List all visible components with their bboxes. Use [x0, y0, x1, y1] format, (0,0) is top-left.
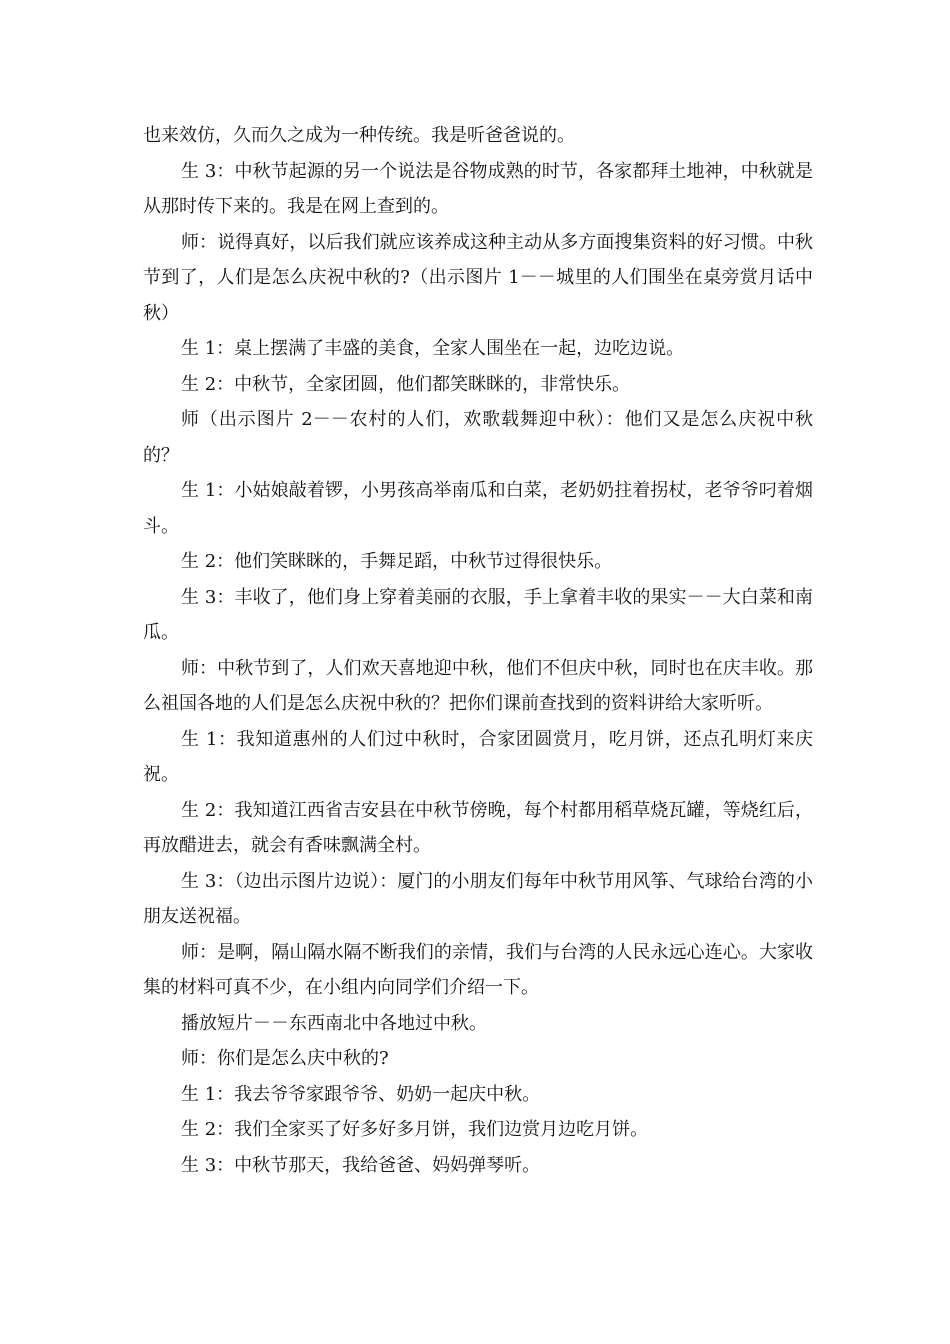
paragraph-teacher-question: 师：你们是怎么庆中秋的? — [181, 1048, 389, 1069]
paragraph-student-2-mooncakes: 生 2：我们全家买了好多好多月饼，我们边赏月边吃月饼。 — [181, 1119, 649, 1140]
paragraph-student-3-origin: 生 3：中秋节起源的另一个说法是谷物成熟的时节，各家都拜土地神，中秋就是从那时传下来的。我是在网上查到的。 — [143, 160, 813, 217]
paragraph-student-1-village: 生 1：小姑娘敲着锣，小男孩高举南瓜和白菜，老奶奶拄着拐杖，老爷爷叼着烟斗。 — [143, 480, 813, 537]
paragraph-teacher-taiwan: 师：是啊，隔山隔水隔不断我们的亲情，我们与台湾的人民永远心连心。大家收集的材料可真不少，在小组内向同学们介绍一下。 — [143, 941, 813, 998]
paragraph-student-3-piano: 生 3：中秋节那天，我给爸爸、妈妈弹琴听。 — [181, 1154, 541, 1176]
paragraph-student-1-grandparents: 生 1：我去爷爷家跟爷爷、奶奶一起庆中秋。 — [181, 1083, 541, 1105]
paragraph-teacher-regions: 师：中秋节到了，人们欢天喜地迎中秋，他们不但庆中秋，同时也在庆丰收。那么祖国各地的人们是怎么庆祝中秋的？把你们课前查找到的资料讲给大家听听。 — [143, 657, 813, 714]
paragraph-student-2-reunion: 生 2：中秋节，全家团圆，他们都笑眯眯的，非常快乐。 — [181, 373, 631, 395]
paragraph-student-3-harvest: 生 3：丰收了，他们身上穿着美丽的衣服，手上拿着丰收的果实－－大白菜和南瓜。 — [143, 586, 813, 643]
paragraph-play-video: 播放短片－－东西南北中各地过中秋。 — [181, 1012, 487, 1034]
paragraph-teacher-praise: 师：说得真好，以后我们就应该养成这种主动从多方面搜集资料的好习惯。中秋节到了，人们是怎么庆祝中秋的?（出示图片 1－－城里的人们围坐在桌旁赏月话中秋） — [143, 231, 813, 324]
paragraph-student-2-jiangxi: 生 2：我知道江西省吉安县在中秋节傍晚，每个村都用稻草烧瓦罐，等烧红后，再放醋进去，就会有香味飘满全村。 — [143, 799, 813, 856]
paragraph-student-2-dance: 生 2：他们笑眯眯的，手舞足蹈，中秋节过得很快乐。 — [181, 551, 613, 572]
paragraph-continuation: 也来效仿，久而久之成为一种传统。我是听爸爸说的。 — [143, 125, 575, 146]
paragraph-student-1-table: 生 1：桌上摆满了丰盛的美食，全家人围坐在一起，边吃边说。 — [181, 338, 685, 359]
paragraph-teacher-picture-2: 师（出示图片 2－－农村的人们，欢歌载舞迎中秋）：他们又是怎么庆祝中秋的？ — [143, 409, 813, 466]
paragraph-student-1-huizhou: 生 1：我知道惠州的人们过中秋时，合家团圆赏月，吃月饼，还点孔明灯来庆祝。 — [143, 728, 813, 785]
document-body — [143, 118, 813, 1183]
paragraph-student-3-xiamen: 生 3：（边出示图片边说）：厦门的小朋友们每年中秋节用风筝、气球给台湾的小朋友送祝福。 — [143, 870, 813, 927]
